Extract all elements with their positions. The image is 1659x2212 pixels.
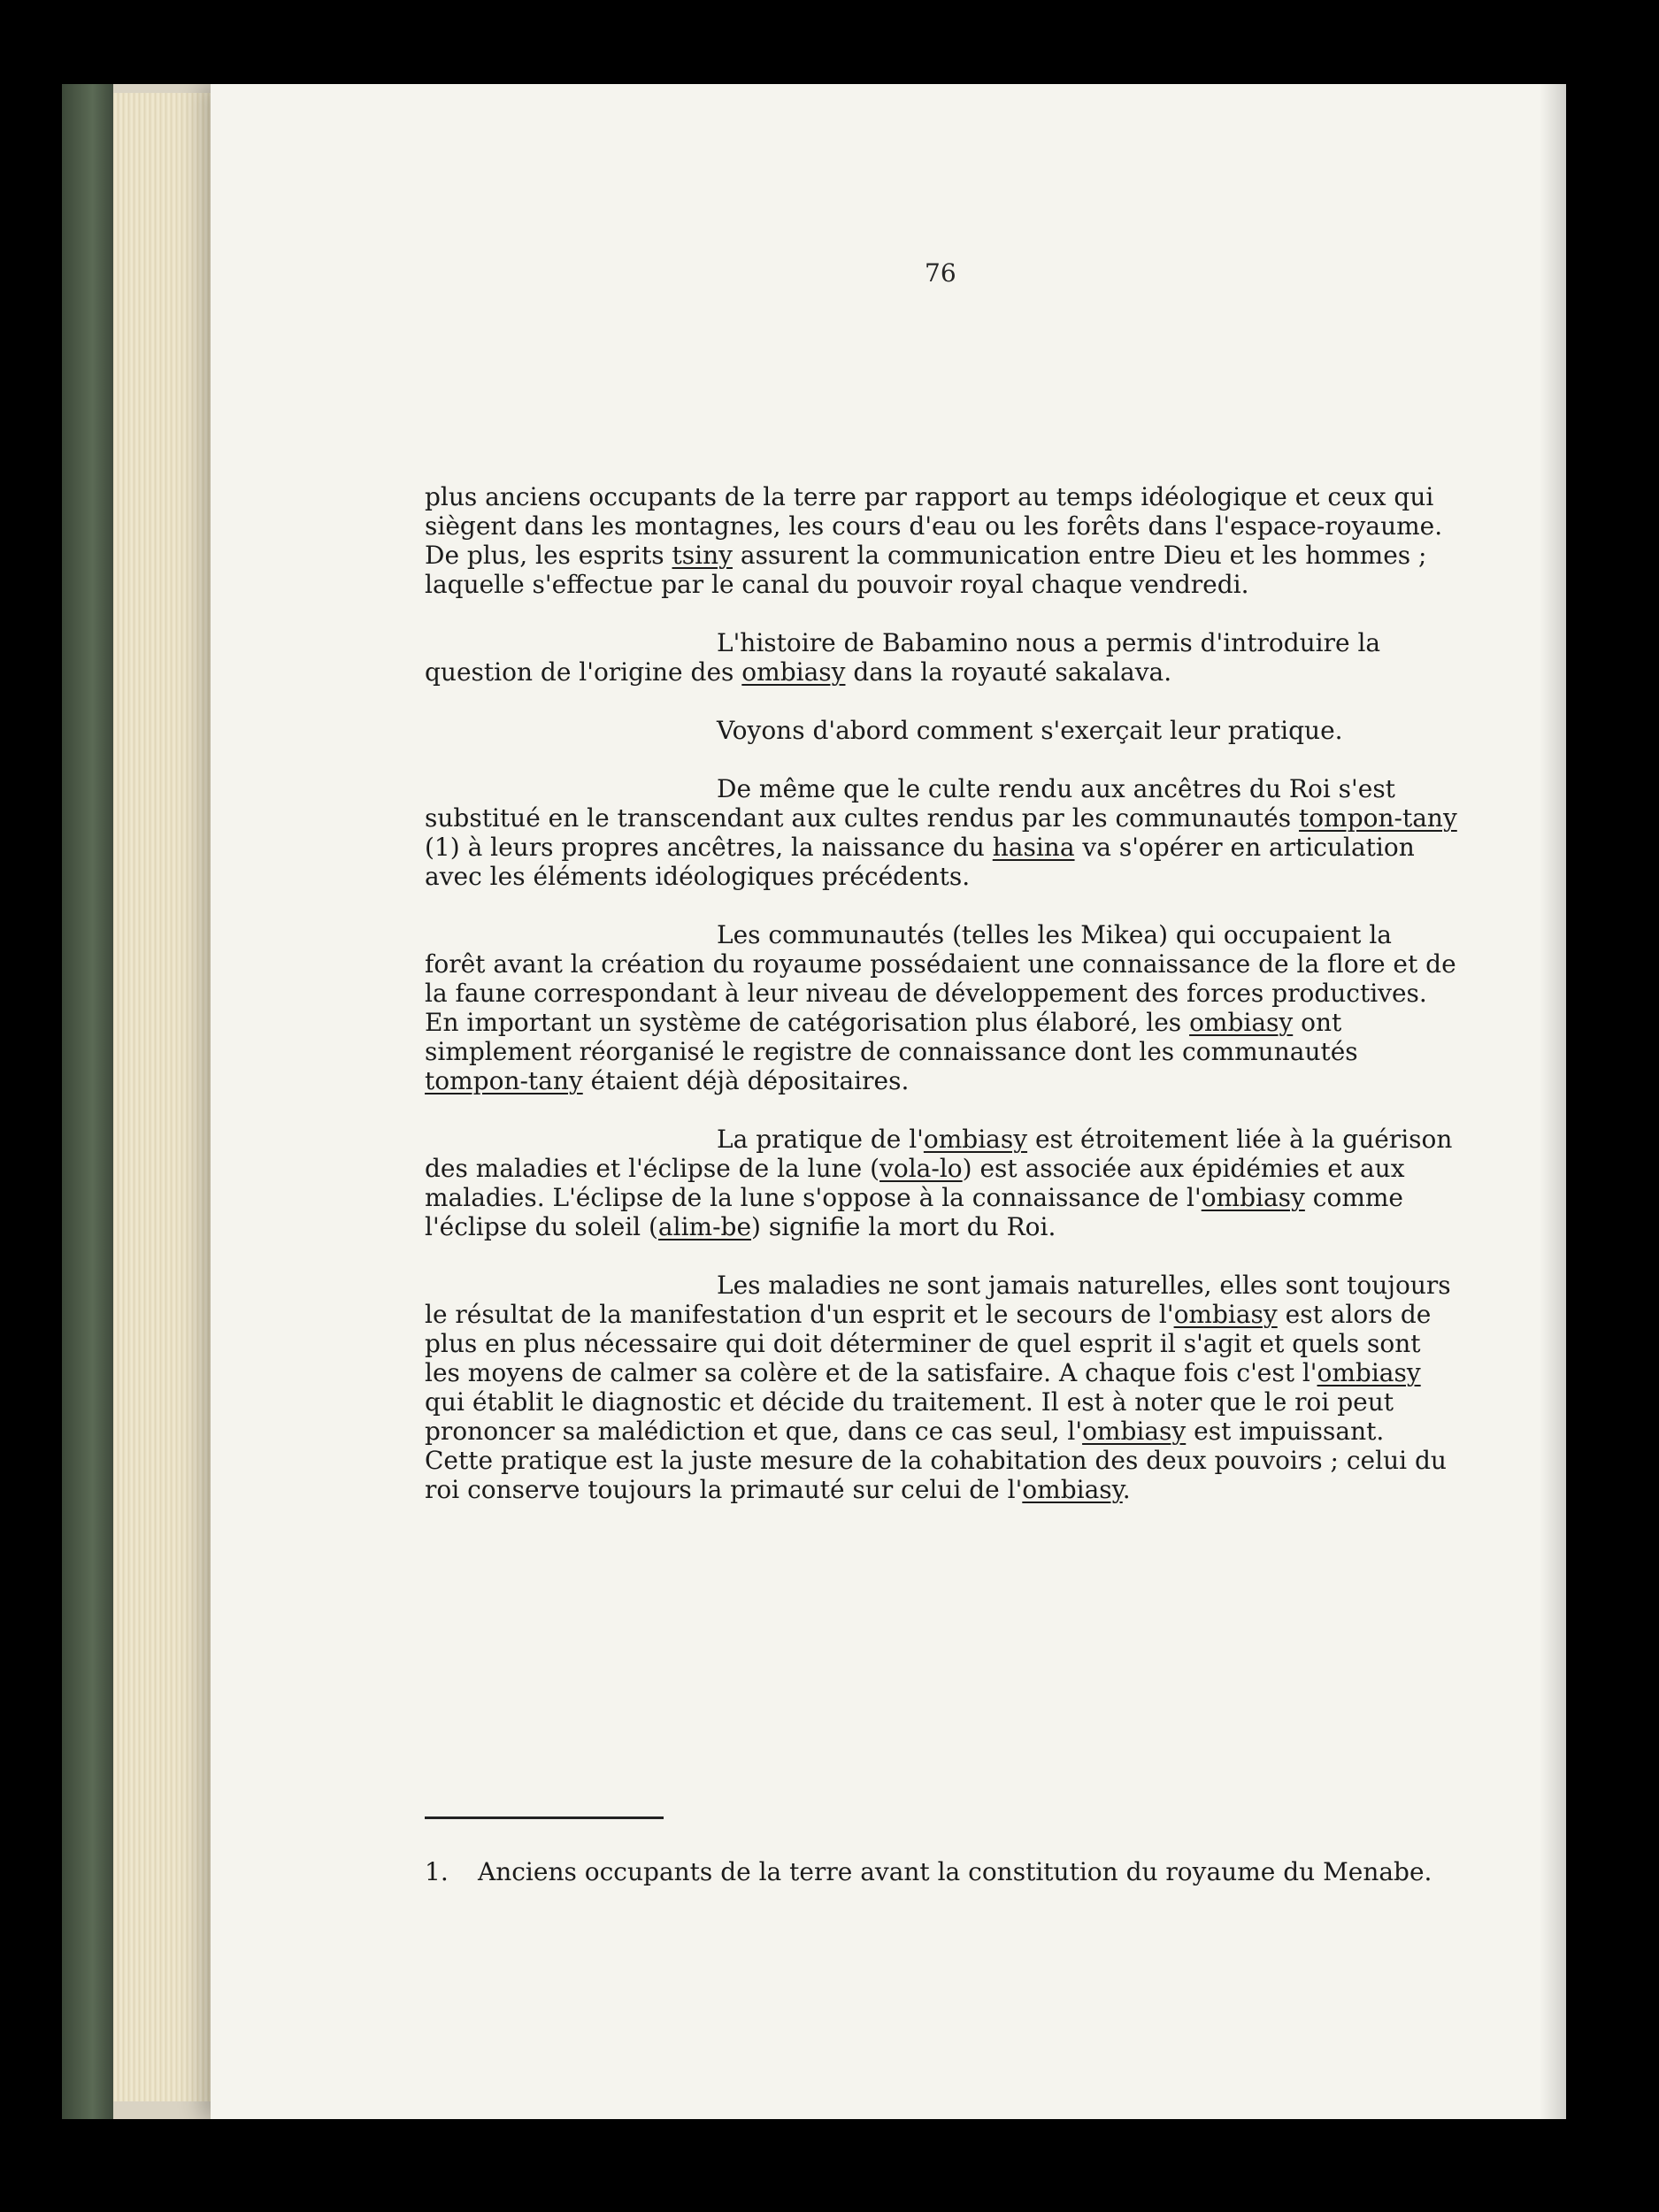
underlined-term: ombiasy xyxy=(1201,1183,1305,1212)
paragraph: La pratique de l'ombiasy est étroitement liée à la guérison des maladies et l'éclipse de la lune (vola-lo) est associée aux épidémies et aux maladies. L'éclipse de la lune s'oppose à la connaissance de l'ombiasy comme l'éclipse du soleil (alim-be) signifie la mort du Roi. xyxy=(425,1125,1453,1241)
underlined-term: vola-lo xyxy=(879,1154,963,1183)
page-number: 76 xyxy=(925,258,956,288)
underlined-term: tompon-tany xyxy=(1299,803,1457,833)
footnote xyxy=(425,1856,1460,1887)
underlined-term: ombiasy xyxy=(1022,1475,1123,1504)
underlined-term: tompon-tany xyxy=(425,1066,583,1095)
paragraph: Voyons d'abord comment s'exerçait leur pratique. xyxy=(717,716,1343,745)
underlined-term: ombiasy xyxy=(1189,1008,1294,1037)
paragraph: L'histoire de Babamino nous a permis d'introduire la question de l'origine des ombiasy dans la royauté sakalava. xyxy=(425,628,1381,687)
paragraph: plus anciens occupants de la terre par rapport au temps idéologique et ceux qui siègent dans les montagnes, les cours d'eau ou les forêts dans l'espace-royaume. De plus, les esprits tsiny assurent la communication entre Dieu et les hommes ; laquelle s'effectue par le canal du pouvoir royal chaque vendredi. xyxy=(425,482,1443,599)
paragraph: Les maladies ne sont jamais naturelles, elles sont toujours le résultat de la manifestation d'un esprit et le secours de l'ombiasy est alors de plus en plus nécessaire qui doit déterminer de quel esprit il s'agit et quels sont les moyens de calmer sa colère et de la satisfaire. A chaque fois c'est l'ombiasy qui établit le diagnostic et décide du traitement. Il est à noter que le roi peut prononcer sa malédiction et que, dans ce cas seul, l'ombiasy est impuissant. Cette pratique est la juste mesure de la cohabitation des deux pouvoirs ; celui du roi conserve toujours la primauté sur celui de l'ombiasy. xyxy=(425,1271,1451,1504)
footnote-number: 1. xyxy=(425,1857,449,1886)
underlined-term: hasina xyxy=(992,833,1075,862)
underlined-term: tsiny xyxy=(672,541,733,570)
underlined-term: alim-be xyxy=(657,1212,752,1241)
underlined-term: ombiasy xyxy=(741,657,846,687)
underlined-term: ombiasy xyxy=(1082,1417,1187,1446)
footnote-text: Anciens occupants de la terre avant la constitution du royaume du Menabe. xyxy=(478,1857,1432,1886)
paragraph: Les communautés (telles les Mikea) qui occupaient la forêt avant la création du royaume possédaient une connaissance de la flore et de la faune correspondant à leur niveau de développement des forces productives. En important un système de catégorisation plus élaboré, les ombiasy ont simplement réorganisé le registre de connaissance dont les communautés tompon-tany étaient déjà dépositaires. xyxy=(425,920,1456,1095)
underlined-term: ombiasy xyxy=(1173,1300,1278,1329)
body-text xyxy=(425,482,1460,1533)
footnote-divider xyxy=(425,1816,664,1819)
book-spine xyxy=(62,84,113,2119)
page-shadow xyxy=(1540,84,1566,2119)
underlined-term: ombiasy xyxy=(1317,1358,1421,1387)
footnotes xyxy=(425,1856,1460,1887)
underlined-term: ombiasy xyxy=(923,1125,1028,1154)
paragraph: De même que le culte rendu aux ancêtres du Roi s'est substitué en le transcendant aux cultes rendus par les communautés tompon-tany (1) à leurs propres ancêtres, la naissance du hasina va s'opérer en articulation avec les éléments idéologiques précédents. xyxy=(425,774,1457,891)
